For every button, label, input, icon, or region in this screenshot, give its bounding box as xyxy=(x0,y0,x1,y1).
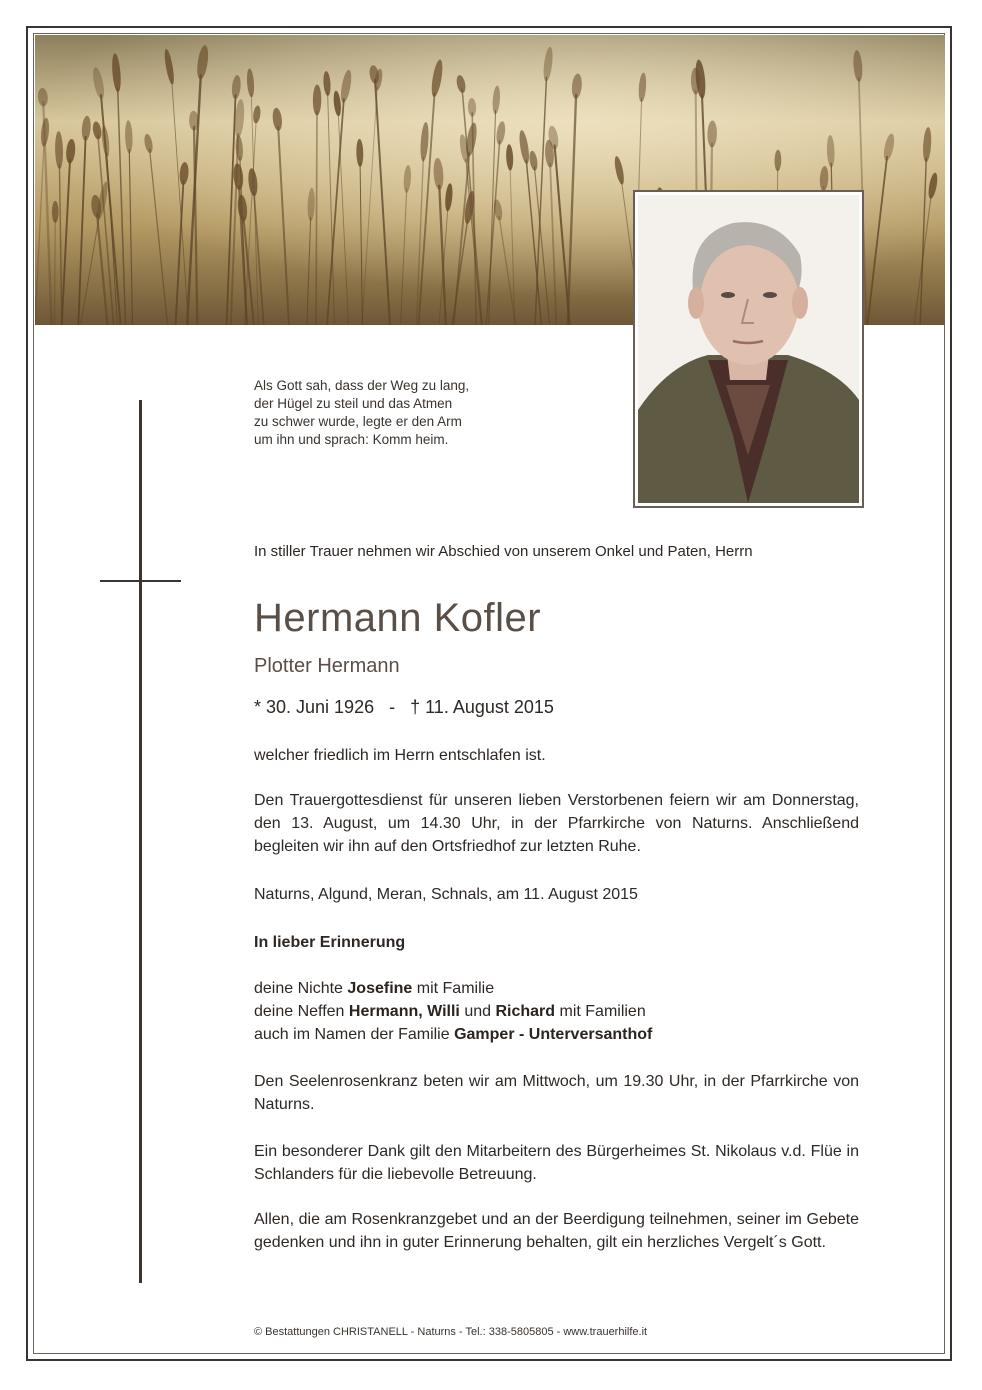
poem-line: um ihn und sprach: Komm heim. xyxy=(254,432,449,447)
family-text: auch im Namen der Familie xyxy=(254,1026,455,1043)
life-dates xyxy=(254,697,859,718)
deceased-name: Hermann Kofler xyxy=(254,596,542,640)
portrait-frame xyxy=(633,190,864,508)
poem-line: zu schwer wurde, legte er den Arm xyxy=(254,414,462,429)
rosary-text: Den Seelenrosenkranz beten wir am Mittwoch, um 19.30 Uhr, in der Pfarrkirche von Naturns. xyxy=(254,1073,859,1113)
family-line xyxy=(254,1023,859,1046)
passed-text: welcher friedlich im Herrn entschlafen ist. xyxy=(254,747,546,764)
family-name: Hermann, Willi xyxy=(348,1003,460,1020)
intro-text: In stiller Trauer nehmen wir Abschied von unserem Onkel und Paten, Herrn xyxy=(254,543,753,560)
place-date: Naturns, Algund, Meran, Schnals, am 11. August 2015 xyxy=(254,886,638,903)
family-name: Josefine xyxy=(347,980,413,997)
birth-date: * 30. Juni 1926 xyxy=(254,697,375,717)
date-separator: - xyxy=(389,697,396,717)
family-line xyxy=(254,977,859,1000)
family-list xyxy=(254,977,859,1046)
family-text: mit Familie xyxy=(412,980,495,997)
family-text: mit Familien xyxy=(555,1003,646,1020)
closing-text: Allen, die am Rosenkranzgebet und an der Beerdigung teilnehmen, seiner im Gebete gedenken und ihn in guter Erinnerung behalten, gilt ein herzliches Vergelt´s Gott. xyxy=(254,1211,859,1251)
funeral-text: Den Trauergottesdienst für unseren lieben Verstorbenen feiern wir am Donnerstag, den 13. August, um 14.30 Uhr, in der Pfarrkirche von Naturns. Anschließend begleiten wir ihn auf den Ortsfriedhof zur letzten Ruhe. xyxy=(254,792,859,855)
death-date: † 11. August 2015 xyxy=(410,697,554,717)
portrait-photo xyxy=(638,195,859,503)
wheat-stalk xyxy=(55,219,56,325)
wheat-stalk xyxy=(316,111,317,325)
footer-credit: © Bestattungen CHRISTANELL - Naturns - Tel.: 338-5805805 - www.trauerhilfe.it xyxy=(254,1326,648,1338)
family-name: Gamper - Unterversanthof xyxy=(454,1026,653,1043)
deceased-nickname: Plotter Hermann xyxy=(254,655,400,677)
family-line xyxy=(254,1000,859,1023)
memory-heading: In lieber Erinnerung xyxy=(254,934,406,951)
poem xyxy=(254,377,514,449)
cross-bar xyxy=(100,580,181,582)
poem-line: Als Gott sah, dass der Weg zu lang, xyxy=(254,378,470,393)
family-text: und xyxy=(459,1003,496,1020)
family-name: Richard xyxy=(495,1003,556,1020)
poem-line: der Hügel zu steil und das Atmen xyxy=(254,396,453,411)
family-text: deine Nichte xyxy=(254,980,348,997)
family-text: deine Neffen xyxy=(254,1003,349,1020)
thanks-text: Ein besonderer Dank gilt den Mitarbeitern des Bürgerheimes St. Nikolaus v.d. Flüe in Schlanders für die liebevolle Betreuung. xyxy=(254,1143,859,1183)
cross-icon xyxy=(139,400,142,1283)
